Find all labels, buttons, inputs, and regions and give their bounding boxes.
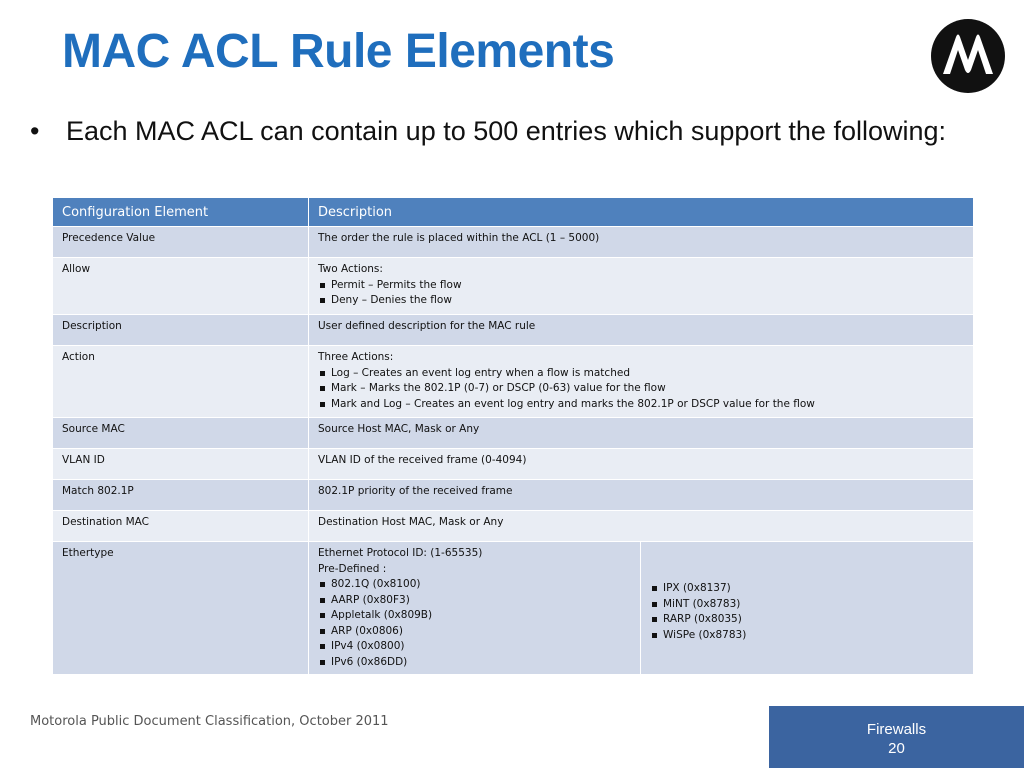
description-cell: The order the rule is placed within the ACL (1 – 5000) — [309, 227, 974, 258]
description-cell: Destination Host MAC, Mask or Any — [309, 511, 974, 542]
list-item: Log – Creates an event log entry when a flow is matched — [318, 366, 964, 382]
option-list — [318, 366, 964, 413]
table-row — [53, 346, 974, 418]
table-row — [53, 542, 974, 675]
element-cell: Precedence Value — [53, 227, 309, 258]
description-intro: Three Actions: — [318, 351, 394, 363]
table-row — [53, 258, 974, 315]
acl-elements-table — [52, 197, 974, 675]
motorola-logo-icon — [930, 18, 1006, 94]
list-item: IPv6 (0x86DD) — [318, 655, 631, 671]
list-item: MiNT (0x8783) — [650, 597, 964, 613]
list-item: IPv4 (0x0800) — [318, 639, 631, 655]
list-item: Permit – Permits the flow — [318, 278, 964, 294]
section-name: Firewalls — [866, 721, 927, 738]
ethertype-list — [318, 577, 631, 670]
section-badge — [769, 706, 1024, 768]
table-row — [53, 449, 974, 480]
table-row — [53, 480, 974, 511]
list-item: WiSPe (0x8783) — [650, 628, 964, 644]
table-header-row — [53, 198, 974, 227]
list-item: AARP (0x80F3) — [318, 593, 631, 609]
element-cell: Ethertype — [53, 542, 309, 675]
description-cell — [309, 258, 974, 315]
ethertype-list-2 — [650, 581, 964, 643]
description-intro-2: Pre-Defined : — [318, 562, 387, 575]
element-cell: Destination MAC — [53, 511, 309, 542]
element-cell: Source MAC — [53, 418, 309, 449]
header-configuration-element: Configuration Element — [53, 198, 309, 227]
header-description: Description — [309, 198, 974, 227]
table-row — [53, 227, 974, 258]
list-item: Mark and Log – Creates an event log entry and marks the 802.1P or DSCP value for the flow — [318, 397, 964, 413]
list-item: Appletalk (0x809B) — [318, 608, 631, 624]
table-row — [53, 511, 974, 542]
element-cell: Description — [53, 315, 309, 346]
element-cell: Allow — [53, 258, 309, 315]
slide-title: MAC ACL Rule Elements — [62, 25, 615, 78]
list-item: RARP (0x8035) — [650, 612, 964, 628]
description-cell: VLAN ID of the received frame (0-4094) — [309, 449, 974, 480]
description-cell-extra — [641, 542, 974, 675]
description-intro: Two Actions: — [318, 263, 383, 275]
list-item: 802.1Q (0x8100) — [318, 577, 631, 593]
footer-classification: Motorola Public Document Classification, October 2011 — [30, 714, 389, 729]
element-cell: Action — [53, 346, 309, 418]
description-cell: 802.1P priority of the received frame — [309, 480, 974, 511]
description-cell — [309, 346, 974, 418]
description-cell: Source Host MAC, Mask or Any — [309, 418, 974, 449]
list-item: ARP (0x0806) — [318, 624, 631, 640]
page-number: 20 — [888, 740, 905, 757]
description-cell: User defined description for the MAC rule — [309, 315, 974, 346]
intro-bullet — [30, 116, 946, 147]
list-item: Mark – Marks the 802.1P (0-7) or DSCP (0-63) value for the flow — [318, 381, 964, 397]
table-row — [53, 418, 974, 449]
bullet-marker: • — [30, 116, 40, 146]
option-list — [318, 278, 964, 309]
intro-text: Each MAC ACL can contain up to 500 entries which support the following: — [66, 116, 947, 146]
table-row — [53, 315, 974, 346]
element-cell: Match 802.1P — [53, 480, 309, 511]
description-cell — [309, 542, 641, 675]
element-cell: VLAN ID — [53, 449, 309, 480]
list-item: IPX (0x8137) — [650, 581, 964, 597]
description-intro: Ethernet Protocol ID: (1-65535) — [318, 547, 483, 559]
list-item: Deny – Denies the flow — [318, 293, 964, 309]
